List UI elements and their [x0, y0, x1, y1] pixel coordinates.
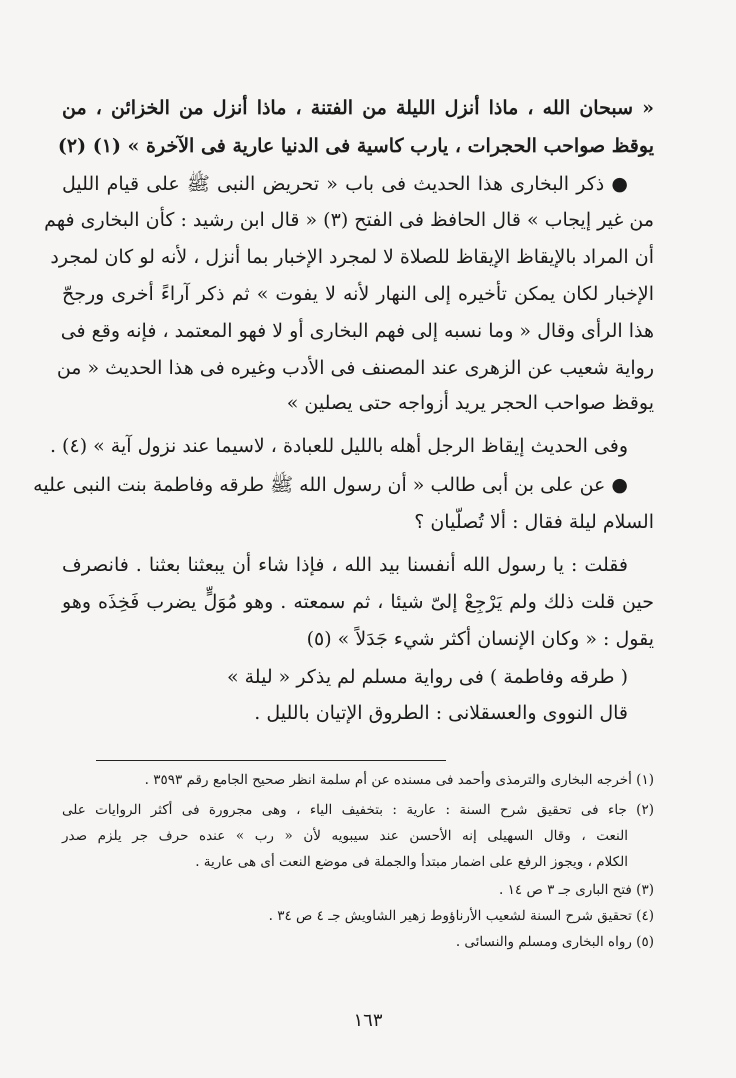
text-line-8: رواية شعيب عن الزهرى عند المصنف فى الأدب وغيره فى هذا الحديث « من [56, 357, 654, 379]
text-line-5: أن المراد بالإيقاظ الإيقاظ للصلاة لا لمجرد الإخبار بما أنزل ، لأنه لو كان لمجرد [50, 246, 654, 268]
text-line-12: السلام ليلة فقال : ألا تُصلّيان ؟ [414, 511, 654, 533]
text-line-10: وفى الحديث إيقاظ الرجل أهله بالليل للعبادة ، لاسيما عند نزول آية » (٤) . [49, 435, 628, 457]
text-line-1: « سبحان الله ، ماذا أنزل الليلة من الفتنة ، ماذا أنزل من الخزائن ، من [62, 97, 654, 119]
text-line-17: قال النووى والعسقلانى : الطروق الإتيان بالليل . [254, 702, 628, 724]
text-line-11: ● عن على بن أبى طالب « أن رسول الله ﷺ طرقه وفاطمة بنت النبى عليه [33, 474, 628, 496]
footnote-3: (٣) فتح البارى جـ ٣ ص ١٤ . [499, 882, 654, 898]
footnote-4: (٤) تحقيق شرح السنة لشعيب الأرناؤوط زهير الشاويش جـ ٤ ص ٣٤ . [268, 908, 654, 924]
text-line-7: هذا الرأى وقال « وما نسبه إلى فهم البخارى أو لا فهو المعتمد ، فإنه وقع فى [60, 320, 654, 342]
text-line-16: ( طرقه وفاطمة ) فى رواية مسلم لم يذكر « ليلة » [226, 666, 628, 688]
footnote-divider [96, 760, 446, 761]
text-line-3: ● ذكر البخارى هذا الحديث فى باب « تحريض النبى ﷺ على قيام الليل [62, 173, 628, 195]
text-line-6: الإخبار لكان يمكن تأخيره إلى النهار لأنه لا يفوت » ثم ذكر آراءً أخرى ورجحّ [62, 283, 654, 305]
text-line-4: من غير إيجاب » قال الحافظ فى الفتح (٣) « قال ابن رشيد : كأن البخارى فهم [44, 209, 654, 231]
footnote-2-line-1: (٢) جاء فى تحقيق شرح السنة : عارية : بتخفيف الياء ، وهى مجرورة فى أكثر الروايات على [62, 802, 654, 818]
text-line-15: يقول : « وكان الإنسان أكثر شيء جَدَلاً » (٥) [306, 628, 654, 650]
text-line-2: يوقظ صواحب الحجرات ، يارب كاسية فى الدنيا عارية فى الآخرة » (١) (٢) [57, 135, 654, 157]
footnote-5: (٥) رواه البخارى ومسلم والنسائى . [455, 934, 654, 950]
footnote-2-line-2: النعت ، وقال السهيلى إنه الأحسن عند سيبويه لأن « رب » عنده حرف جر يلزم صدر [62, 828, 628, 844]
text-line-9: يوقظ صواحب الحجر يريد أزواجه حتى يصلين » [286, 392, 654, 414]
text-line-14: حين قلت ذلك ولم يَرْجِعْ إلىّ شيئا ، ثم سمعته . وهو مُوَلٍّ يضرب فَخِذَه وهو [62, 591, 654, 613]
text-line-13: فقلت : يا رسول الله أنفسنا بيد الله ، فإذا شاء أن يبعثنا بعثنا . فانصرف [62, 554, 628, 576]
footnote-1: (١) أخرجه البخارى والترمذى وأحمد فى مسنده عن أم سلمة انظر صحيح الجامع رقم ٣٥٩٣ . [144, 772, 654, 788]
page-number: ١٦٣ [353, 1010, 383, 1031]
footnote-2-line-3: الكلام ، ويجوز الرفع على اضمار مبتدأ والجملة فى موضع النعت أى هى عارية . [195, 854, 628, 870]
